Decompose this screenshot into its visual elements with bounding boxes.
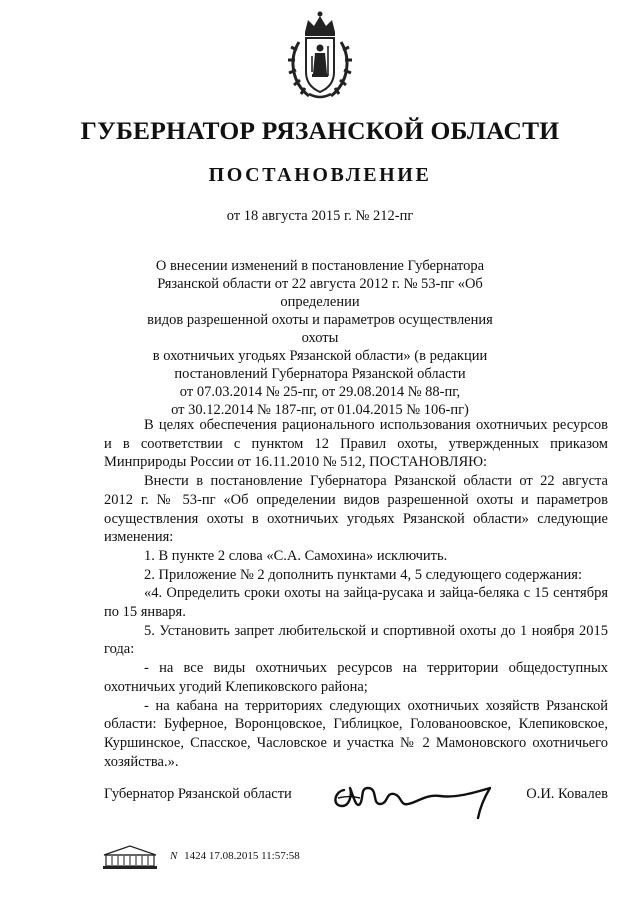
- document-body: [104, 416, 608, 771]
- subject-line: в охотничьих угодьях Рязанской области» (в редакции: [152, 348, 488, 364]
- document-date: от 18 августа 2015 г. № 212-пг: [226, 208, 414, 224]
- coat-of-arms-icon: [285, 10, 355, 102]
- document-type: ПОСТАНОВЛЕНИЕ: [208, 164, 432, 186]
- body-paragraph: - на все виды охотничьих ресурсов на территории общедоступных охотничьих угодий Клепиковского района;: [104, 660, 608, 695]
- body-paragraph: Внести в постановление Губернатора Рязанской области от 22 августа 2012 г. № 53-пг «Об определении видов разрешенной охоты и параметров осуществления охоты в охотничьих угодьях Рязанской области» следующие изменения:: [104, 473, 608, 546]
- body-paragraph: В целях обеспечения рационального использования охотничьих ресурсов и в соответствии с пунктом 12 Правил охоты, утвержденных приказом Минприроды России от 16.11.2010 № 512, ПОСТАНОВЛЯЮ:: [104, 417, 608, 471]
- subject-line: Рязанской области от 22 августа 2012 г. № 53-пг «Об определении: [157, 276, 483, 310]
- handwritten-signature: [330, 774, 506, 820]
- signatory-position: Губернатор Рязанской области: [104, 786, 292, 802]
- body-paragraph: 2. Приложение № 2 дополнить пунктами 4, 5 следующего содержания:: [144, 566, 583, 583]
- subject-line: от 07.03.2014 № 25-пг, от 29.08.2014 № 88-пг,: [179, 384, 461, 400]
- building-stamp-icon: [100, 843, 160, 871]
- subject-line: О внесении изменений в постановление Губернатора: [155, 258, 485, 274]
- registration-mark: N: [170, 850, 178, 862]
- registration-number: 1424: [184, 850, 207, 862]
- signature-block: [104, 782, 608, 822]
- document-subject: [130, 257, 510, 419]
- subject-line: от 30.12.2014 № 187-пг, от 01.04.2015 № 106-пг): [171, 402, 469, 418]
- body-paragraph: «4. Определить сроки охоты на зайца-русака и зайца-беляка с 15 сентября по 15 января.: [104, 585, 608, 621]
- body-paragraph: 1. В пункте 2 слова «С.А. Самохина» исключить.: [144, 547, 448, 564]
- organization-title: ГУБЕРНАТОР РЯЗАНСКОЙ ОБЛАСТИ: [80, 116, 560, 145]
- subject-line: постановлений Губернатора Рязанской области: [174, 366, 466, 382]
- body-paragraph: - на кабана на территориях следующих охотничьих хозяйств Рязанской области: Буферное, Воронцовское, Гиблицкое, Голованоовское, Клепиковское, Куршинское, Спасское, Часловское и участка № 2 Мамоновского охотничьего хозяйства.».: [104, 697, 608, 770]
- body-paragraph: 5. Установить запрет любительской и спортивной охоты до 1 ноября 2015 года:: [104, 622, 608, 658]
- registration-datetime: 17.08.2015 11:57:58: [208, 850, 300, 862]
- registration-line: [170, 850, 300, 862]
- subject-line: видов разрешенной охоты и параметров осуществления охоты: [147, 312, 493, 346]
- signatory-name: О.И. Ковалев: [526, 786, 608, 802]
